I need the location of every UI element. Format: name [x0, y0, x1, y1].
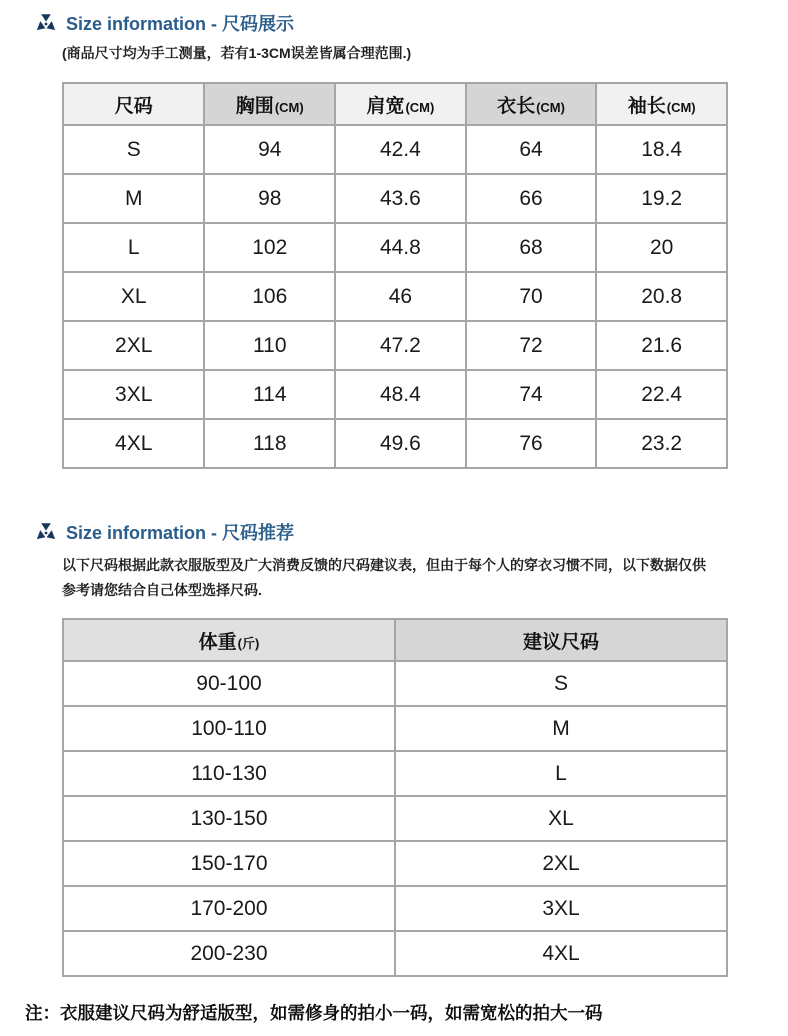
column-header-label: 胸围 [235, 95, 274, 117]
table-cell: XL [395, 796, 727, 841]
table-row [63, 125, 727, 174]
column-header-unit: (斤) [237, 635, 260, 651]
table-cell: 70 [466, 272, 597, 321]
table-cell: 100-110 [63, 706, 395, 751]
table-cell: 49.6 [335, 419, 466, 468]
table-cell: 47.2 [335, 321, 466, 370]
table-cell: 21.6 [596, 321, 727, 370]
table-cell: M [63, 174, 204, 223]
table-cell: 44.8 [335, 223, 466, 272]
measurement-note: (商品尺寸均为手工测量，若有1-3CM误差皆属合理范围.) [62, 45, 412, 61]
table-cell: S [63, 125, 204, 174]
column-header-unit: (CM) [536, 99, 565, 115]
size-recommend-section [0, 519, 788, 977]
table-row [63, 841, 727, 886]
table-row [63, 370, 727, 419]
table-cell: 114 [204, 370, 335, 419]
table-cell: 110 [204, 321, 335, 370]
section1-title: Size information - 尺码展示 [66, 14, 295, 34]
column-header [395, 619, 727, 661]
column-header [63, 619, 395, 661]
table-cell: 48.4 [335, 370, 466, 419]
table-cell: 3XL [395, 886, 727, 931]
table-cell: 150-170 [63, 841, 395, 886]
table-cell: 23.2 [596, 419, 727, 468]
table-row [63, 321, 727, 370]
column-header [63, 83, 204, 125]
table-cell: L [395, 751, 727, 796]
section-title-row [0, 519, 788, 545]
column-header-label: 衣长 [497, 95, 536, 117]
column-header [204, 83, 335, 125]
table-cell: 72 [466, 321, 597, 370]
table-cell: 2XL [395, 841, 727, 886]
table-row [63, 661, 727, 706]
table-cell: 90-100 [63, 661, 395, 706]
table-cell: M [395, 706, 727, 751]
trefoil-icon [35, 521, 57, 543]
column-header [596, 83, 727, 125]
size-measurement-table [62, 82, 728, 469]
table-cell: 130-150 [63, 796, 395, 841]
table-cell: 4XL [395, 931, 727, 976]
column-header-label: 袖长 [627, 95, 666, 117]
table-cell: 76 [466, 419, 597, 468]
table-row [63, 419, 727, 468]
table-row [63, 174, 727, 223]
table-cell: 200-230 [63, 931, 395, 976]
table-cell: 18.4 [596, 125, 727, 174]
size-display-section [0, 0, 788, 469]
table-cell: 19.2 [596, 174, 727, 223]
table-cell: XL [63, 272, 204, 321]
table-cell: L [63, 223, 204, 272]
trefoil-icon [35, 12, 57, 34]
column-header [335, 83, 466, 125]
table-cell: 2XL [63, 321, 204, 370]
table-row [63, 886, 727, 931]
table-cell: 74 [466, 370, 597, 419]
table-cell: 4XL [63, 419, 204, 468]
table-cell: 170-200 [63, 886, 395, 931]
table-cell: 98 [204, 174, 335, 223]
table-row [63, 223, 727, 272]
column-header-unit: (CM) [274, 99, 304, 115]
size-recommend-table [62, 618, 728, 977]
table-cell: 20.8 [596, 272, 727, 321]
table-row [63, 272, 727, 321]
table-cell: 20 [596, 223, 727, 272]
table-cell: 106 [204, 272, 335, 321]
table-cell: 46 [335, 272, 466, 321]
column-header-label: 肩宽 [366, 95, 405, 117]
table-cell: 3XL [63, 370, 204, 419]
section-title-row [0, 0, 788, 36]
column-header-label: 尺码 [114, 95, 153, 117]
size-advice-text: 以下尺码根据此款衣服版型及广大消费反馈的尺码建议表，但由于每个人的穿衣习惯不同，以下数据仅供参考请您结合自己体型选择尺码. [62, 557, 706, 598]
table-cell: 118 [204, 419, 335, 468]
table-row [63, 751, 727, 796]
table-cell: 22.4 [596, 370, 727, 419]
table-row [63, 931, 727, 976]
table-cell: 68 [466, 223, 597, 272]
table-row [63, 796, 727, 841]
table-row [63, 706, 727, 751]
table-cell: 64 [466, 125, 597, 174]
table-cell: 102 [204, 223, 335, 272]
header-row [63, 619, 727, 661]
section2-title: Size information - 尺码推荐 [66, 523, 295, 543]
table-cell: S [395, 661, 727, 706]
fit-note: 注：衣服建议尺码为舒适版型，如需修身的拍小一码，如需宽松的拍大一码 [25, 1003, 603, 1023]
table-cell: 94 [204, 125, 335, 174]
column-header [466, 83, 597, 125]
header-row [63, 83, 727, 125]
column-header-label: 建议尺码 [522, 631, 599, 653]
column-header-unit: (CM) [405, 99, 435, 115]
column-header-unit: (CM) [666, 99, 696, 115]
table-cell: 43.6 [335, 174, 466, 223]
table-cell: 42.4 [335, 125, 466, 174]
column-header-label: 体重 [198, 631, 237, 653]
table-cell: 66 [466, 174, 597, 223]
table-cell: 110-130 [63, 751, 395, 796]
